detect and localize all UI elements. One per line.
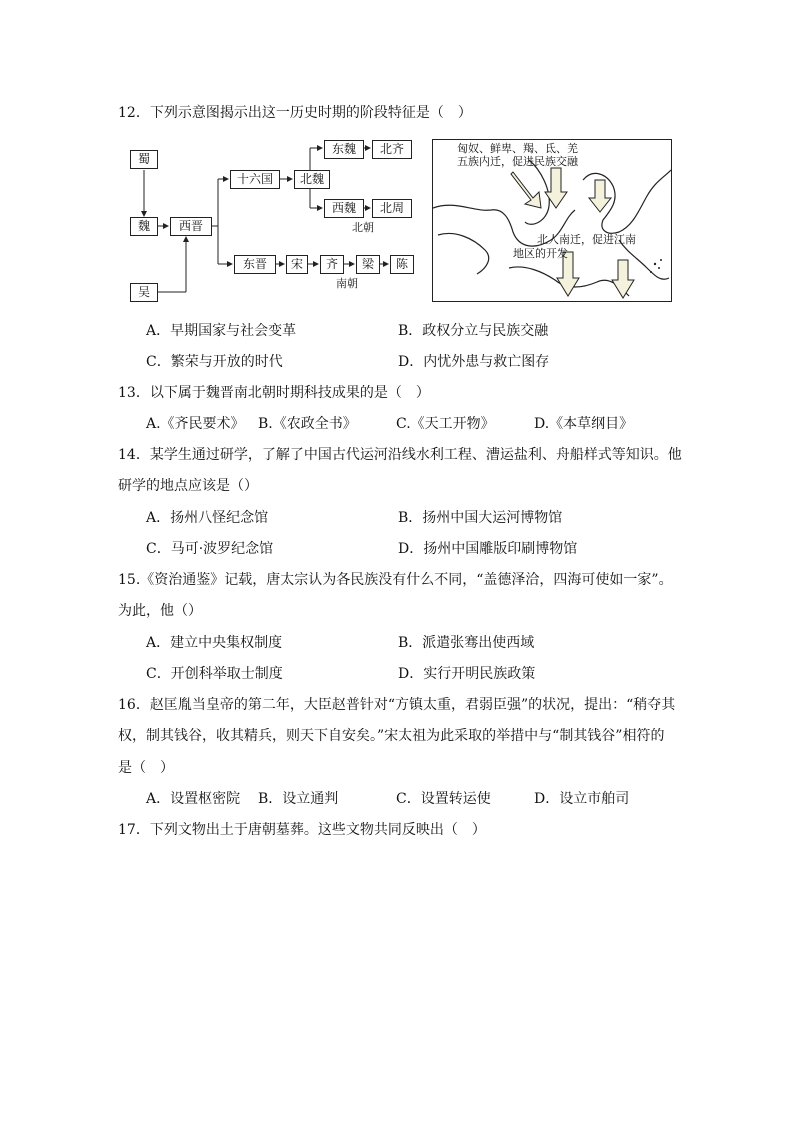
q12-option-a[interactable]: A．早期国家与社会变革 <box>146 323 297 339</box>
q12-option-b[interactable]: B．政权分立与民族交融 <box>398 323 549 339</box>
q13-option-a[interactable]: A.《齐民要术》 <box>146 416 245 432</box>
q14-option-b[interactable]: B．扬州中国大运河博物馆 <box>398 510 563 526</box>
box-chen: 陈 <box>390 255 414 274</box>
box-dongwei: 东魏 <box>324 140 364 159</box>
box-shu: 蜀 <box>130 150 158 169</box>
q14-option-c[interactable]: C．马可·波罗纪念馆 <box>146 541 274 557</box>
q12-option-d[interactable]: D．内忧外患与救亡图存 <box>398 354 550 370</box>
q15-option-a[interactable]: A．建立中央集权制度 <box>146 635 283 651</box>
q12-stem: 12．下列示意图揭示出这一历史时期的阶段特征是（ ） <box>118 105 472 121</box>
label-nanchao: 南朝 <box>336 277 358 290</box>
box-xiwei: 西魏 <box>324 199 364 218</box>
q13-stem: 13．以下属于魏晋南北朝时期科技成果的是（ ） <box>118 385 430 401</box>
box-beizhou: 北周 <box>372 199 412 218</box>
box-qi: 齐 <box>320 255 344 274</box>
q16-stem-line3: 是（ ） <box>118 760 174 776</box>
box-wei: 魏 <box>130 217 158 236</box>
q15-stem-line2: 为此，他（） <box>118 603 202 619</box>
q14-option-d[interactable]: D．扬州中国雕版印刷博物馆 <box>398 541 578 557</box>
label-beichao: 北朝 <box>352 221 374 234</box>
box-beiwei: 北魏 <box>294 170 330 189</box>
q15-option-c[interactable]: C．开创科举取士制度 <box>146 666 283 682</box>
box-wu: 吴 <box>130 283 158 302</box>
q15-option-d[interactable]: D．实行开明民族政策 <box>398 666 536 682</box>
q15-stem-line1: 15.《资治通鉴》记载，唐太宗认为各民族没有什么不同，“盖德泽洽，四海可使如一家”。 <box>118 572 673 588</box>
q16-option-d[interactable]: D．设立市舶司 <box>534 791 630 807</box>
migration-map <box>432 139 672 302</box>
q15-option-b[interactable]: B．派遣张骞出使西域 <box>398 635 535 651</box>
q17-stem: 17．下列文物出土于唐朝墓葬。这些文物共同反映出（ ） <box>118 822 486 838</box>
q16-stem-line2: 权，制其钱谷，收其精兵，则天下自安矣。”宋太祖为此采取的举措中与“制其钱谷”相符的 <box>118 728 665 744</box>
flow-connectors <box>120 140 420 305</box>
q14-option-a[interactable]: A．扬州八怪纪念馆 <box>146 510 269 526</box>
box-song: 宋 <box>286 255 308 274</box>
box-liang: 梁 <box>356 255 380 274</box>
q16-option-a[interactable]: A．设置枢密院 <box>146 791 241 807</box>
q13-option-b[interactable]: B.《农政全书》 <box>258 416 357 432</box>
q16-stem-line1: 16．赵匡胤当皇帝的第二年，大臣赵普针对“方镇太重，君弱臣强”的状况，提出：“稍夺其 <box>118 697 676 713</box>
q13-option-c[interactable]: C.《天工开物》 <box>396 416 495 432</box>
map-text-inward-migration-1: 匈奴、鲜卑、羯、氐、羌 <box>457 142 578 155</box>
box-dongjin: 东晋 <box>234 255 276 274</box>
q16-option-b[interactable]: B．设立通判 <box>258 791 339 807</box>
dynasty-flow-diagram <box>120 140 420 305</box>
box-shiliuguo: 十六国 <box>230 170 280 189</box>
map-text-southward-2: 地区的开发 <box>513 247 568 260</box>
map-text-inward-migration-2: 五族内迁，促进民族交融 <box>457 155 578 168</box>
q14-stem-line1: 14．某学生通过研学，了解了中国古代运河沿线水利工程、漕运盐利、舟船样式等知识。他 <box>118 447 682 463</box>
q12-option-c[interactable]: C．繁荣与开放的时代 <box>146 354 283 370</box>
box-beiqi: 北齐 <box>372 140 412 159</box>
q16-option-c[interactable]: C．设置转运使 <box>396 791 491 807</box>
q14-stem-line2: 研学的地点应该是（） <box>118 478 258 494</box>
q13-option-d[interactable]: D.《本草纲目》 <box>534 416 634 432</box>
map-text-southward-1: 北人南迁，促进江南 <box>537 233 636 246</box>
box-xijin: 西晋 <box>170 217 212 236</box>
